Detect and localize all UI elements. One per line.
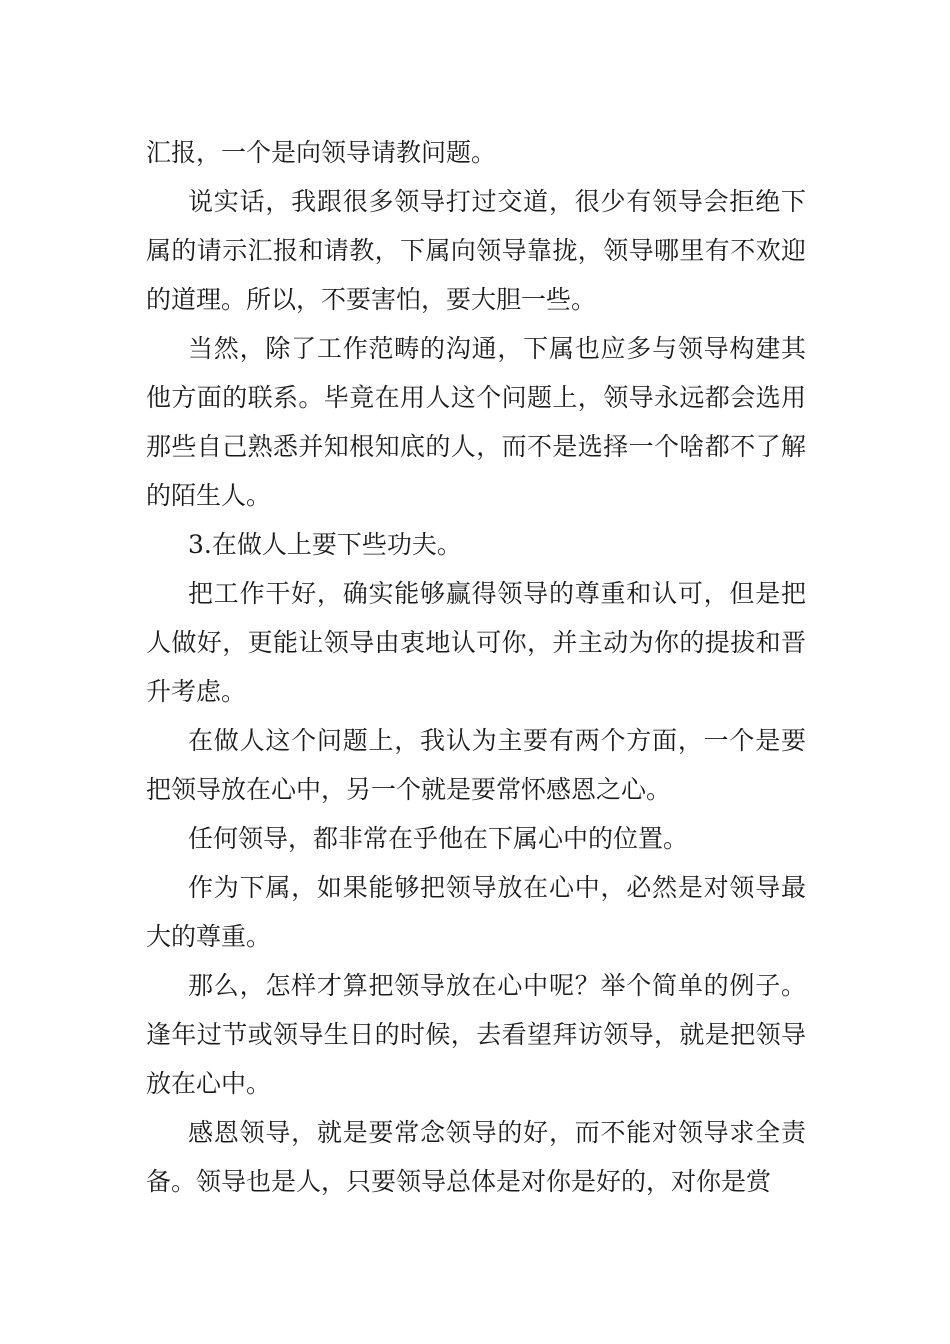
paragraph-1: 汇报，一个是向领导请教问题。 (146, 138, 497, 167)
paragraph-7: 任何领导，都非常在乎他在下属心中的位置。 (188, 824, 689, 853)
paragraph-9: 那么，怎样才算把领导放在心中呢？举个简单的例子。逢年过节或领导生日的时候，去看望拜访领导，就是把领导放在心中。 (146, 971, 806, 1098)
paragraph-2: 说实话，我跟很多领导打过交道，很少有领导会拒绝下属的请示汇报和请教，下属向领导靠拢，领导哪里有不欢迎的道理。所以，不要害怕，要大胆一些。 (146, 187, 806, 314)
paragraph-3: 当然，除了工作范畴的沟通，下属也应多与领导构建其他方面的联系。毕竟在用人这个问题上，领导永远都会选用那些自己熟悉并知根知底的人，而不是选择一个啥都不了解的陌生人。 (146, 334, 806, 510)
paragraph-6: 在做人这个问题上，我认为主要有两个方面，一个是要把领导放在心中，另一个就是要常怀感恩之心。 (146, 726, 806, 804)
paragraph-10: 感恩领导，就是要常念领导的好，而不能对领导求全责备。领导也是人，只要领导总体是对你是好的，对你是赏 (146, 1118, 806, 1196)
paragraph-5: 把工作干好，确实能够赢得领导的尊重和认可，但是把人做好，更能让领导由衷地认可你，并主动为你的提拔和晋升考虑。 (146, 579, 806, 706)
paragraph-8: 作为下属，如果能够把领导放在心中，必然是对领导最大的尊重。 (146, 873, 806, 951)
section-heading-3: 3.在做人上要下些功夫。 (188, 530, 462, 559)
document-page (146, 128, 806, 1206)
